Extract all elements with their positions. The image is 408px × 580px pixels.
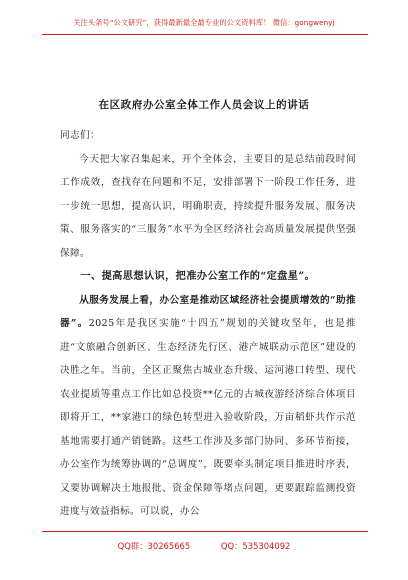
document-body [60,124,356,524]
footer-contact [0,540,408,552]
section-heading: 一、提高思想认识，把准办公室工作的“定盘星”。 [80,270,316,282]
qq-group: QQ群：30265665 [117,541,191,551]
header-banner: 关注头条号“公文研究”，获得最新最全最专业的公文资料库！ 微信：gongwenyj [73,18,335,27]
document-title: 在区政府办公室全体工作人员会议上的讲话 [98,99,310,111]
intro-paragraph: 今天把大家召集起来，开个全体会，主要目的是总结前段时间工作成效，查找存在问题和不足，安排部署下一阶段工作任务，进一步统一思想，提高认识，明确职责，持续提升服务发展、服务决策、服务落实的“三服务”水平为全区经济社会高质量发展提供坚强保障。 [60,153,356,259]
section-subheading: 从服务发展上看，办公室是推动区域经济社会提质增效的“助推器”。 [60,294,356,329]
qq-number: QQ：535304092 [220,541,291,551]
footer-divider [42,531,368,532]
header-divider [42,34,368,35]
section-body-text: 2025年是我区实施“十四五”规划的关键攻坚年，也是推进“文旅融合创新区、生态经济先行区、港产城联动示范区”建设的决胜之年。当前，全区正聚焦古城业态升级、运河港口转型、现代农业提质等重点工作比如总投资**亿元的古城夜游经济综合体项目即将开工，**家港口的绿色转型进入验收阶段，万亩稻虾共作示范基地需要打通产销链路。这些工作涉及多部门协同、多环节衔接，办公室作为统筹协调的“总调度”，既要牵头制定项目推进时序表，又要协调解决土地报批、资金保障等堵点问题，更要跟踪监测投资进度与效益指标。可以说，办公 [60,318,357,517]
salutation: 同志们： [60,130,100,141]
section-paragraph [60,289,356,524]
